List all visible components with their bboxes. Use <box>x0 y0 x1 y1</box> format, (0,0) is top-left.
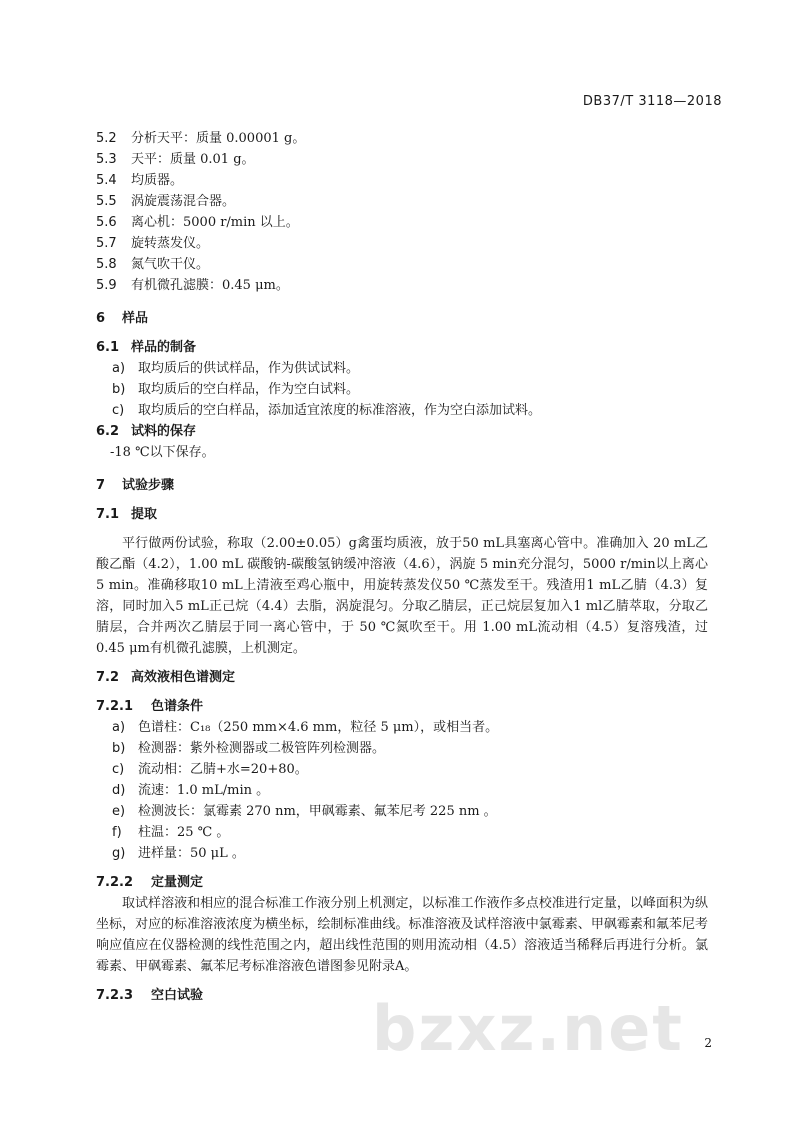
subsection-heading: 6.2 试料的保存 <box>96 424 197 439</box>
section-heading: 6 样品 <box>96 311 149 326</box>
list-item: c) 流动相：乙腈+水=20+80。 <box>112 762 308 777</box>
list-item: 5.7 旋转蒸发仪。 <box>96 236 210 251</box>
list-item: 5.9 有机微孔滤膜：0.45 μm。 <box>96 278 289 293</box>
list-item: 5.8 氮气吹干仪。 <box>96 257 210 272</box>
list-item: e) 检测波长：氯霉素 270 nm，甲砜霉素、氟苯尼考 225 nm 。 <box>112 804 497 819</box>
standard-code: DB37/T 3118—2018 <box>582 94 722 109</box>
quantitation-paragraph: 取试样溶液和相应的混合标准工作液分别上机测定，以标准工作液作多点校准进行定量，以峰面积为纵坐标，对应的标准溶液浓度为横坐标，绘制标准曲线。标准溶液及试样溶液中氯霉素、甲砜霉素和氟苯尼考响应值应在仪器检测的线性范围之内，超出线性范围的则用流动相（4.5）溶液适当稀释后再进行分析。氯霉素、甲砜霉素、氟苯尼考标准溶液色谱图参见附录A。 <box>96 896 708 974</box>
watermark: bzxz.net <box>372 992 684 1065</box>
sample-prep-list <box>96 358 708 421</box>
list-item: 5.6 离心机：5000 r/min 以上。 <box>96 215 299 230</box>
subsection-heading: 6.1 样品的制备 <box>96 340 197 355</box>
extraction-paragraph: 平行做两份试验，称取（2.00±0.05）g禽蛋均质液，放于50 mL具塞离心管中。准确加入 20 mL乙酸乙酯（4.2），1.00 mL 碳酸钠-碳酸氢钠缓冲溶液（4.6），涡旋 5 min充分混匀，5000 r/min以上离心 5 min。准确移取10 mL上清液至鸡心瓶中，用旋转蒸发仪50 ℃蒸发至干。残渣用1 mL乙腈（4.3）复溶，同时加入5 mL正己烷（4.4）去脂，涡旋混匀。分取乙腈层，正己烷层复加入1 ml乙腈萃取，分取乙腈层，合并两次乙腈层于同一离心管中，于 50 ℃氮吹至干。用 1.00 mL流动相（4.5）复溶残渣，过 0.45 μm有机微孔滤膜，上机测定。 <box>96 536 708 656</box>
chromatography-conditions-list <box>96 717 708 864</box>
list-item: c) 取均质后的空白样品，添加适宜浓度的标准溶液，作为空白添加试料。 <box>112 403 542 418</box>
subsection-heading: 7.2.1 色谱条件 <box>96 699 204 714</box>
list-item: 5.2 分析天平：质量 0.00001 g。 <box>96 131 306 146</box>
subsection-heading: 7.2.3 空白试验 <box>96 988 204 1003</box>
subsection-heading: 7.2.2 定量测定 <box>96 875 204 890</box>
page-content <box>96 128 708 1006</box>
subsection-heading: 7.2 高效液相色谱测定 <box>96 670 236 685</box>
list-item: b) 取均质后的空白样品，作为空白试料。 <box>112 382 360 397</box>
equipment-list <box>96 128 708 296</box>
section-heading: 7 试验步骤 <box>96 478 175 493</box>
list-item: 5.3 天平：质量 0.01 g。 <box>96 152 255 167</box>
list-item: f) 柱温：25 ℃ 。 <box>112 825 230 840</box>
storage-text: -18 ℃以下保存。 <box>110 445 215 460</box>
list-item: a) 取均质后的供试样品，作为供试试料。 <box>112 361 360 376</box>
subsection-heading: 7.1 提取 <box>96 507 158 522</box>
list-item: d) 流速：1.0 mL/min 。 <box>112 783 270 798</box>
list-item: a) 色谱柱：C₁₈（250 mm×4.6 mm，粒径 5 μm），或相当者。 <box>112 720 499 735</box>
list-item: g) 进样量：50 μL 。 <box>112 846 245 861</box>
list-item: b) 检测器：紫外检测器或二极管阵列检测器。 <box>112 741 386 756</box>
list-item: 5.5 涡旋震荡混合器。 <box>96 194 236 209</box>
page-number: 2 <box>704 1036 712 1050</box>
list-item: 5.4 均质器。 <box>96 173 184 188</box>
